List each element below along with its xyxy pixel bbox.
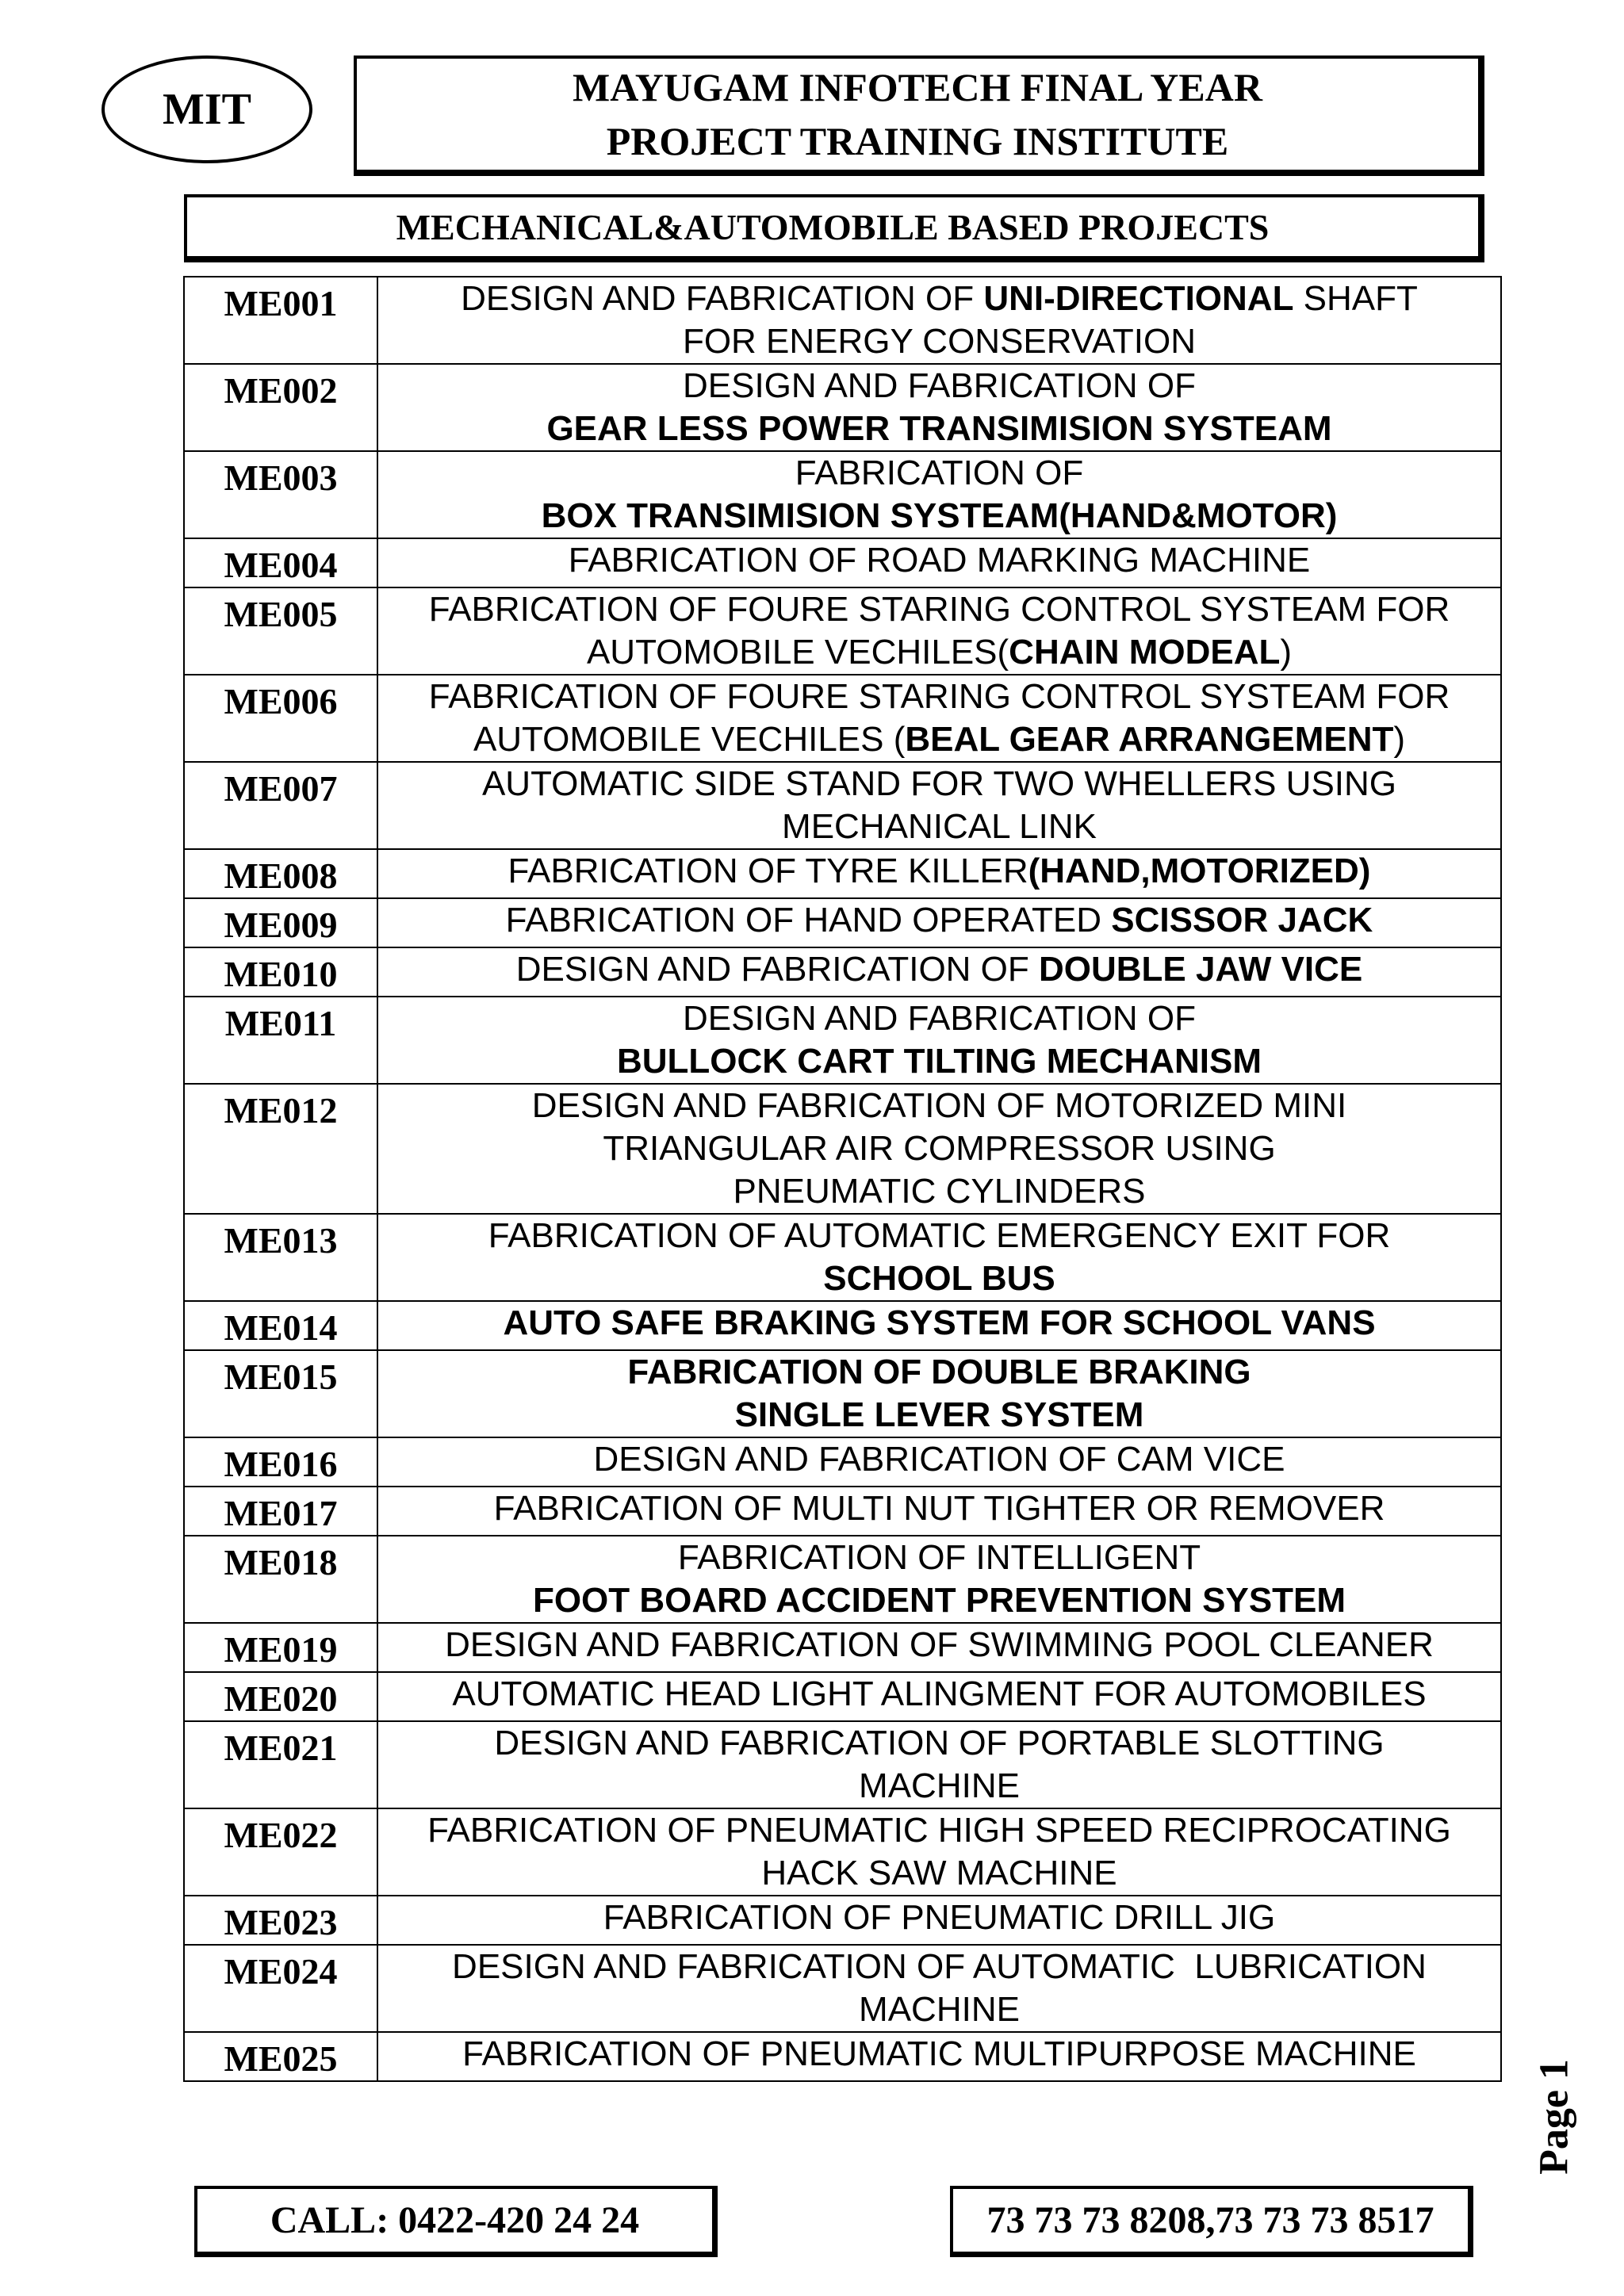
project-title-line <box>378 588 1500 631</box>
project-code: ME012 <box>184 1084 377 1214</box>
project-title-line <box>378 1946 1500 1988</box>
project-title-line <box>378 1673 1500 1716</box>
project-title-text: FABRICATION OF FOURE STARING CONTROL SYSTEAM FOR <box>428 677 1450 716</box>
project-row <box>184 587 1501 675</box>
project-row <box>184 898 1501 947</box>
logo-text: MIT <box>163 85 251 134</box>
project-title <box>377 849 1501 898</box>
project-row <box>184 1721 1501 1808</box>
project-code: ME025 <box>184 2032 377 2081</box>
project-title-line <box>378 1579 1500 1622</box>
project-title-text: ) <box>1393 720 1406 759</box>
project-title-bold-text: BEAL GEAR ARRANGEMENT <box>905 720 1394 759</box>
project-row <box>184 1301 1501 1350</box>
project-title-text: FABRICATION OF FOURE STARING CONTROL SYSTEAM FOR <box>428 590 1450 629</box>
project-code: ME018 <box>184 1536 377 1623</box>
project-title-line <box>378 365 1500 408</box>
project-title-bold-text: BOX TRANSIMISION SYSTEAM(HAND&MOTOR) <box>541 496 1338 535</box>
project-title-line <box>378 763 1500 806</box>
project-title-text: FABRICATION OF <box>795 453 1084 492</box>
project-title <box>377 1721 1501 1808</box>
project-code: ME017 <box>184 1487 377 1536</box>
project-code: ME007 <box>184 762 377 849</box>
phone-text: CALL: 0422-420 24 24 <box>270 2199 640 2241</box>
project-title <box>377 1623 1501 1672</box>
project-title-line <box>378 1896 1500 1939</box>
project-title-line <box>378 1536 1500 1579</box>
project-title-text: FABRICATION OF AUTOMATIC EMERGENCY EXIT FOR <box>488 1216 1391 1255</box>
project-title-text: AUTOMOBILE VECHILES( <box>586 633 1009 672</box>
project-title <box>377 997 1501 1084</box>
project-title-bold-text: SINGLE LEVER SYSTEM <box>734 1395 1144 1434</box>
project-title-text: DESIGN AND FABRICATION OF AUTOMATIC LUBRICATION <box>452 1947 1427 1986</box>
project-title <box>377 1536 1501 1623</box>
project-title-line <box>378 1438 1500 1481</box>
project-title <box>377 364 1501 451</box>
project-title-line <box>378 899 1500 942</box>
project-title-bold-text: CHAIN MODEAL <box>1009 633 1281 672</box>
project-title <box>377 587 1501 675</box>
mobile-box <box>950 2186 1473 2257</box>
project-code: ME001 <box>184 277 377 364</box>
project-title-text: HACK SAW MACHINE <box>761 1854 1117 1892</box>
category-heading <box>184 194 1484 262</box>
project-title-text: AUTOMATIC SIDE STAND FOR TWO WHELLERS USING <box>481 764 1397 803</box>
project-title-line <box>378 1215 1500 1257</box>
project-row <box>184 1536 1501 1623</box>
project-title <box>377 1084 1501 1214</box>
category-heading-text: MECHANICAL&AUTOMOBILE BASED PROJECTS <box>396 206 1270 247</box>
project-title-bold-text: AUTO SAFE BRAKING SYSTEM FOR SCHOOL VANS <box>503 1303 1376 1342</box>
project-title <box>377 1350 1501 1437</box>
project-title-text: PNEUMATIC CYLINDERS <box>733 1172 1146 1211</box>
project-row <box>184 762 1501 849</box>
project-title-text: FABRICATION OF PNEUMATIC DRILL JIG <box>603 1898 1276 1937</box>
project-title-line <box>378 1765 1500 1808</box>
project-title-line <box>378 1487 1500 1530</box>
project-title-line <box>378 1624 1500 1667</box>
project-title-bold-text: FABRICATION OF DOUBLE BRAKING <box>627 1353 1251 1391</box>
project-code: ME024 <box>184 1945 377 2032</box>
project-title-bold-text: SCISSOR JACK <box>1111 901 1373 939</box>
project-title-text: DESIGN AND FABRICATION OF PORTABLE SLOTTING <box>494 1724 1385 1762</box>
project-title <box>377 947 1501 997</box>
project-row <box>184 451 1501 538</box>
project-title-line <box>378 320 1500 363</box>
project-title-text: FOR ENERGY CONSERVATION <box>682 322 1197 361</box>
project-title <box>377 277 1501 364</box>
project-title-line <box>378 539 1500 582</box>
project-code: ME010 <box>184 947 377 997</box>
project-title-line <box>378 495 1500 538</box>
project-title-text: MECHANICAL LINK <box>782 807 1097 846</box>
project-code: ME014 <box>184 1301 377 1350</box>
project-row <box>184 675 1501 762</box>
project-row <box>184 277 1501 364</box>
project-title-text: AUTOMOBILE VECHILES ( <box>473 720 906 759</box>
projects-table <box>183 276 1502 2082</box>
projects-table-body <box>184 277 1501 2081</box>
institute-title-box <box>354 55 1484 176</box>
project-title <box>377 1437 1501 1487</box>
project-title-text: AUTOMATIC HEAD LIGHT ALINGMENT FOR AUTOMOBILES <box>452 1674 1427 1713</box>
project-title-line <box>378 452 1500 495</box>
project-title-bold-text: UNI-DIRECTIONAL <box>983 279 1294 318</box>
project-code: ME011 <box>184 997 377 1084</box>
project-title-text: FABRICATION OF MULTI NUT TIGHTER OR REMOVER <box>493 1489 1385 1528</box>
project-title <box>377 2032 1501 2081</box>
mit-logo <box>102 55 312 163</box>
project-code: ME020 <box>184 1672 377 1721</box>
project-row <box>184 997 1501 1084</box>
project-title-line <box>378 1257 1500 1300</box>
project-title <box>377 1672 1501 1721</box>
project-title-bold-text: DOUBLE JAW VICE <box>1039 950 1363 989</box>
project-title <box>377 1301 1501 1350</box>
project-title-line <box>378 1722 1500 1765</box>
project-row <box>184 1084 1501 1214</box>
project-title <box>377 538 1501 587</box>
project-row <box>184 364 1501 451</box>
project-row <box>184 947 1501 997</box>
project-row <box>184 1896 1501 1945</box>
phone-box <box>194 2186 718 2257</box>
project-title-line <box>378 1040 1500 1083</box>
project-title <box>377 762 1501 849</box>
institute-title-line1: MAYUGAM INFOTECH FINAL YEAR <box>573 65 1262 109</box>
project-title-line <box>378 408 1500 450</box>
project-title-bold-text: BULLOCK CART TILTING MECHANISM <box>616 1042 1262 1081</box>
project-row <box>184 1623 1501 1672</box>
project-title-text: SHAFT <box>1293 279 1418 318</box>
project-code: ME015 <box>184 1350 377 1437</box>
project-title-line <box>378 277 1500 320</box>
project-title-bold-text: GEAR LESS POWER TRANSIMISION SYSTEAM <box>546 409 1332 448</box>
project-title-bold-text: (HAND,MOTORIZED) <box>1028 851 1371 890</box>
project-title-text: DESIGN AND FABRICATION OF <box>682 999 1197 1038</box>
project-row <box>184 1672 1501 1721</box>
project-title-text: DESIGN AND FABRICATION OF MOTORIZED MINI <box>531 1086 1347 1125</box>
mobile-text: 73 73 73 8208,73 73 73 8517 <box>986 2199 1434 2241</box>
project-title-text: DESIGN AND FABRICATION OF <box>682 366 1197 405</box>
project-title-line <box>378 631 1500 674</box>
project-code: ME009 <box>184 898 377 947</box>
project-row <box>184 1808 1501 1896</box>
project-title <box>377 1945 1501 2032</box>
project-title-bold-text: FOOT BOARD ACCIDENT PREVENTION SYSTEM <box>532 1581 1346 1620</box>
project-title <box>377 1808 1501 1896</box>
project-code: ME005 <box>184 587 377 675</box>
project-code: ME003 <box>184 451 377 538</box>
project-row <box>184 1487 1501 1536</box>
project-title <box>377 1214 1501 1301</box>
project-code: ME004 <box>184 538 377 587</box>
project-code: ME008 <box>184 849 377 898</box>
project-title-line <box>378 997 1500 1040</box>
project-code: ME022 <box>184 1808 377 1896</box>
project-title-text: FABRICATION OF PNEUMATIC HIGH SPEED RECIPROCATING <box>427 1811 1451 1850</box>
project-title-text: FABRICATION OF ROAD MARKING MACHINE <box>568 541 1311 580</box>
project-row <box>184 1437 1501 1487</box>
project-title-line <box>378 1127 1500 1170</box>
project-row <box>184 849 1501 898</box>
project-row <box>184 2032 1501 2081</box>
project-code: ME002 <box>184 364 377 451</box>
project-row <box>184 1214 1501 1301</box>
project-title-text: DESIGN AND FABRICATION OF CAM VICE <box>593 1440 1285 1479</box>
project-title-line <box>378 948 1500 991</box>
project-title <box>377 898 1501 947</box>
project-title-line <box>378 1170 1500 1213</box>
project-row <box>184 538 1501 587</box>
project-title-text: ) <box>1280 633 1293 672</box>
page-number <box>1531 2059 1577 2175</box>
page-number-text: Page 1 <box>1531 2059 1577 2175</box>
project-row <box>184 1945 1501 2032</box>
project-title-text: TRIANGULAR AIR COMPRESSOR USING <box>603 1129 1276 1168</box>
project-title-line <box>378 1085 1500 1127</box>
project-title-line <box>378 718 1500 761</box>
project-title-text: FABRICATION OF INTELLIGENT <box>677 1538 1201 1577</box>
project-row <box>184 1350 1501 1437</box>
project-title-line <box>378 2033 1500 2076</box>
project-title-line <box>378 806 1500 848</box>
project-title <box>377 675 1501 762</box>
project-title-line <box>378 1351 1500 1394</box>
project-title-bold-text: SCHOOL BUS <box>823 1259 1055 1298</box>
project-code: ME021 <box>184 1721 377 1808</box>
project-title-line <box>378 1394 1500 1437</box>
project-title-text: DESIGN AND FABRICATION OF SWIMMING POOL CLEANER <box>445 1625 1434 1664</box>
project-title-text: MACHINE <box>859 1766 1020 1805</box>
project-title <box>377 1896 1501 1945</box>
project-title-line <box>378 1988 1500 2031</box>
project-code: ME023 <box>184 1896 377 1945</box>
project-code: ME013 <box>184 1214 377 1301</box>
project-title-text: FABRICATION OF HAND OPERATED <box>505 901 1112 939</box>
project-title-line <box>378 850 1500 893</box>
project-title-text: MACHINE <box>859 1990 1020 2029</box>
project-title-line <box>378 675 1500 718</box>
project-title-line <box>378 1302 1500 1345</box>
project-title-line <box>378 1809 1500 1852</box>
project-code: ME019 <box>184 1623 377 1672</box>
project-code: ME016 <box>184 1437 377 1487</box>
project-title <box>377 1487 1501 1536</box>
project-title-text: FABRICATION OF TYRE KILLER <box>508 851 1028 890</box>
project-title-text: DESIGN AND FABRICATION OF <box>515 950 1039 989</box>
project-title <box>377 451 1501 538</box>
institute-title-line2: PROJECT TRAINING INSTITUTE <box>606 119 1229 163</box>
project-title-text: DESIGN AND FABRICATION OF <box>461 279 984 318</box>
project-code: ME006 <box>184 675 377 762</box>
project-title-line <box>378 1852 1500 1895</box>
project-title-text: FABRICATION OF PNEUMATIC MULTIPURPOSE MACHINE <box>462 2034 1416 2073</box>
